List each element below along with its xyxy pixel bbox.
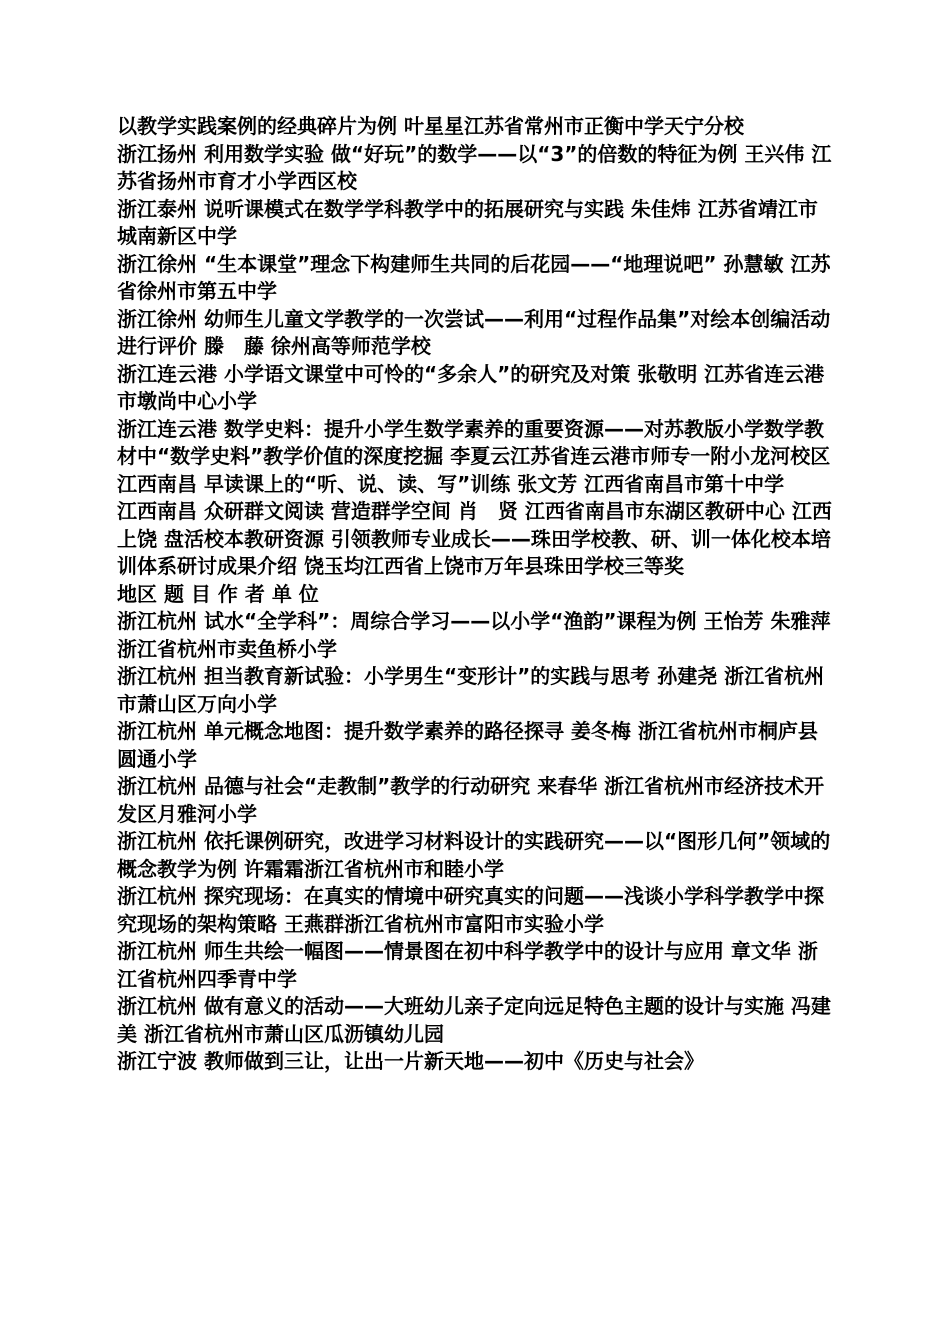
- table-header-line: 地区 题 目 作 者 单 位: [117, 581, 319, 606]
- document-line: 浙江杭州 探究现场：在真实的情境中研究真实的问题——浅谈小学科学教学中探究现场的架构策略 王燕群浙江省杭州市富阳市实验小学: [117, 884, 824, 936]
- document-line: 浙江宁波 教师做到三让，让出一片新天地——初中《历史与社会》: [117, 1049, 704, 1073]
- document-line: 浙江杭州 试水“全学科”：周综合学习——以小学“渔韵”课程为例 王怡芳 朱雅萍 浙江省杭州市卖鱼桥小学: [117, 609, 831, 661]
- document-line: 浙江扬州 利用数学实验 做“好玩”的数学——以“3”的倍数的特征为例 王兴伟 江苏省扬州市育才小学西区校: [117, 141, 832, 193]
- document-line: 浙江杭州 品德与社会“走教制”教学的行动研究 来春华 浙江省杭州市经济技术开发区月雅河小学: [117, 774, 825, 826]
- document-line: 浙江杭州 做有意义的活动——大班幼儿亲子定向远足特色主题的设计与实施 冯建美 浙江省杭州市萧山区瓜沥镇幼儿园: [117, 994, 831, 1046]
- document-line: 浙江连云港 数学史料：提升小学生数学素养的重要资源——对苏教版小学数学教材中“数学史料”教学价值的深度挖掘 李夏云江苏省连云港市师专一附小龙河校区: [117, 416, 831, 468]
- document-line: 浙江泰州 说听课模式在数学学科教学中的拓展研究与实践 朱佳炜 江苏省靖江市城南新区中学: [117, 196, 818, 248]
- document-line: 以教学实践案例的经典碎片为例 叶星星江苏省常州市正衡中学天宁分校: [117, 114, 744, 138]
- document-line: 浙江徐州 “生本课堂”理念下构建师生共同的后花园——“地理说吧” 孙慧敏 江苏省徐州市第五中学: [117, 251, 831, 303]
- document-line: 江西南昌 众研群文阅读 营造群学空间 肖 贤 江西省南昌市东湖区教研中心 江西上饶 盘活校本教研资源 引领教师专业成长——珠田学校教、研、训一体化校本培训体系研讨成果介绍 饶玉均江西省上饶市万年县珠田学校三等奖: [117, 499, 832, 578]
- document-line: 浙江徐州 幼师生儿童文学教学的一次尝试——利用“过程作品集”对绘本创编活动进行评价 滕 藤 徐州高等师范学校: [117, 306, 831, 358]
- document-line: 浙江连云港 小学语文课堂中可怜的“多余人”的研究及对策 张敬明 江苏省连云港市墩尚中心小学: [117, 361, 825, 413]
- document-line: 浙江杭州 单元概念地图：提升数学素养的路径探寻 姜冬梅 浙江省杭州市桐庐县圆通小学: [117, 719, 818, 771]
- document-line: 浙江杭州 担当教育新试验：小学男生“变形计”的实践与思考 孙建尧 浙江省杭州市萧山区万向小学: [117, 664, 825, 716]
- document-line: 浙江杭州 师生共绘一幅图——情景图在初中科学教学中的设计与应用 章文华 浙江省杭州四季青中学: [117, 939, 818, 991]
- document-line: 浙江杭州 依托课例研究，改进学习材料设计的实践研究——以“图形几何”领域的概念教学为例 许霜霜浙江省杭州市和睦小学: [117, 829, 831, 881]
- document-body: [117, 113, 835, 1076]
- document-line: 江西南昌 早读课上的“听、说、读、写”训练 张文芳 江西省南昌市第十中学: [117, 471, 785, 496]
